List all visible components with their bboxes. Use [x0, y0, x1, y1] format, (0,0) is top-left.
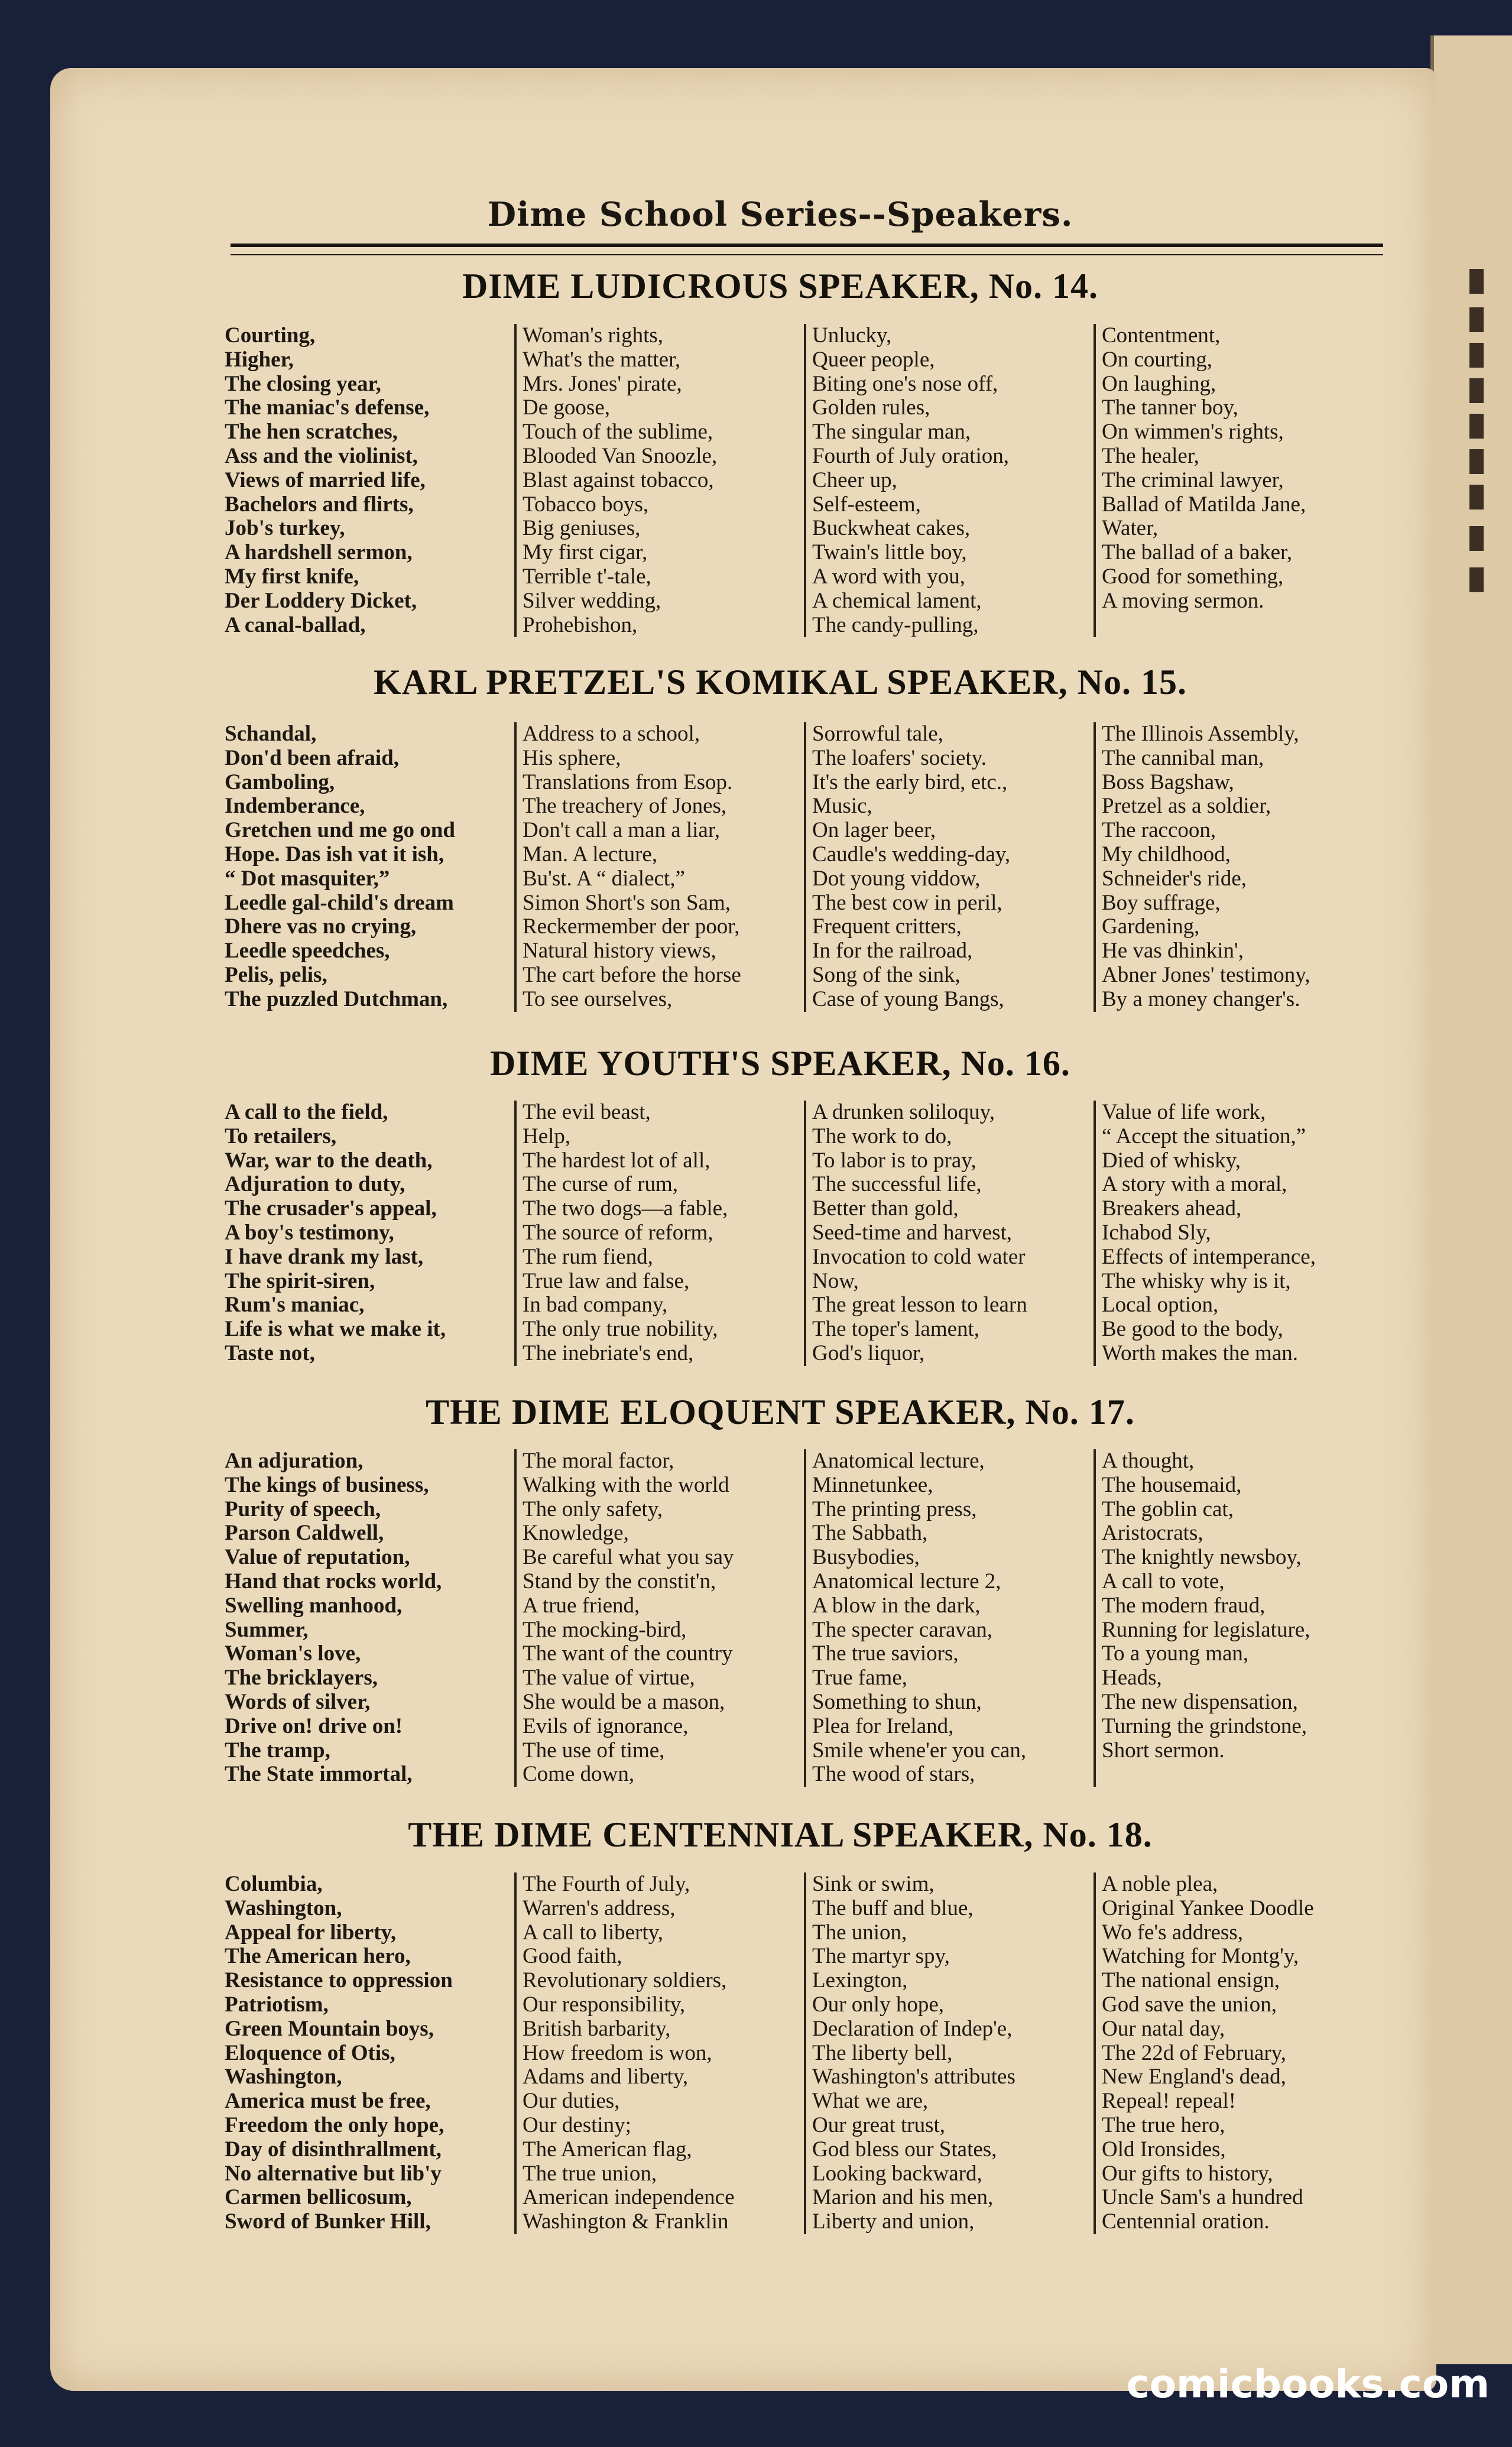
list-item: Day of disinthrallment, — [225, 2137, 442, 2162]
list-item: A boy's testimony, — [225, 1220, 394, 1245]
list-item: The Sabbath, — [812, 1521, 928, 1546]
list-item: Smile whene'er you can, — [812, 1738, 1027, 1763]
list-item: Columbia, — [225, 1872, 323, 1896]
list-item: The cart before the horse — [523, 962, 741, 987]
list-item: Mrs. Jones' pirate, — [523, 371, 682, 396]
list-item: Golden rules, — [812, 395, 930, 420]
list-item: New England's dead, — [1102, 2065, 1286, 2089]
list-item: Green Mountain boys, — [225, 2016, 434, 2041]
list-item: God save the union, — [1102, 1992, 1277, 2017]
list-item: Effects of intemperance, — [1102, 1244, 1316, 1269]
list-item: In for the railroad, — [812, 939, 973, 963]
list-item: Song of the sink, — [812, 962, 961, 987]
column-4 — [1094, 1872, 1383, 2234]
section-grid-17 — [225, 1449, 1383, 1787]
list-item: Swelling manhood, — [225, 1593, 403, 1618]
column-1 — [225, 1872, 514, 2234]
list-item: Words of silver, — [225, 1689, 371, 1714]
list-item: Woman's rights, — [523, 324, 664, 348]
list-item: The rum fiend, — [523, 1244, 653, 1269]
list-item: Good faith, — [523, 1944, 622, 1969]
list-item: Taste not, — [225, 1341, 315, 1365]
list-item: Dot young viddow, — [812, 866, 981, 891]
list-item: Natural history views, — [523, 939, 716, 963]
list-item: The knightly newsboy, — [1102, 1545, 1302, 1570]
list-item: Sword of Bunker Hill, — [225, 2209, 431, 2234]
list-item: Pretzel as a soldier, — [1102, 794, 1271, 819]
list-item: Our responsibility, — [523, 1992, 686, 2017]
list-item: Local option, — [1102, 1293, 1219, 1317]
list-item: The work to do, — [812, 1124, 952, 1148]
list-item: He vas dhinkin', — [1102, 939, 1244, 963]
list-item: Running for legislature, — [1102, 1617, 1310, 1642]
list-item: Freedom the only hope, — [225, 2112, 444, 2137]
list-item: Sorrowful tale, — [812, 722, 943, 746]
column-2 — [514, 1101, 804, 1366]
list-item: A moving sermon. — [1102, 588, 1264, 613]
list-item: Silver wedding, — [523, 588, 661, 613]
list-item: Ballad of Matilda Jane, — [1102, 492, 1306, 517]
list-item: Warren's address, — [523, 1896, 676, 1920]
list-item: Evils of ignorance, — [523, 1713, 689, 1738]
list-item: Higher, — [225, 347, 294, 372]
list-item: Breakers ahead, — [1102, 1196, 1242, 1221]
list-item: Help, — [523, 1124, 571, 1148]
list-item: “ Accept the situation,” — [1102, 1124, 1306, 1148]
list-item: The goblin cat, — [1102, 1497, 1234, 1521]
list-item: The puzzled Dutchman, — [225, 986, 448, 1011]
list-item: The ballad of a baker, — [1102, 540, 1293, 565]
list-item: The crusader's appeal, — [225, 1196, 437, 1221]
list-item: Repeal! repeal! — [1102, 2089, 1236, 2114]
list-item: The tramp, — [225, 1738, 330, 1763]
list-item: The American hero, — [225, 1944, 411, 1969]
section-grid-15 — [225, 722, 1383, 1012]
list-item: Value of reputation, — [225, 1545, 410, 1570]
list-item: The wood of stars, — [812, 1762, 975, 1787]
list-item: Twain's little boy, — [812, 540, 967, 565]
list-item: True fame, — [812, 1666, 907, 1690]
title-rule — [231, 244, 1383, 255]
list-item: Views of married life, — [225, 468, 426, 492]
list-item: The modern fraud, — [1102, 1593, 1266, 1618]
list-item: Anatomical lecture 2, — [812, 1569, 1001, 1594]
list-item: Turning the grindstone, — [1102, 1713, 1307, 1738]
list-item: A noble plea, — [1102, 1872, 1218, 1896]
list-item: The buff and blue, — [812, 1896, 974, 1920]
list-item: The two dogs—a fable, — [523, 1196, 728, 1221]
list-item: Knowledge, — [523, 1521, 629, 1546]
list-item: On lager beer, — [812, 818, 936, 843]
section-grid-16 — [225, 1101, 1383, 1366]
list-item: I have drank my last, — [225, 1244, 424, 1269]
list-item: Ass and the violinist, — [225, 443, 418, 468]
list-item: The new dispensation, — [1102, 1689, 1298, 1714]
list-item: The use of time, — [523, 1738, 665, 1763]
list-item: The criminal lawyer, — [1102, 468, 1284, 492]
list-item: Our gifts to history, — [1102, 2161, 1273, 2186]
list-item: Come down, — [523, 1762, 635, 1787]
column-2 — [514, 1449, 804, 1787]
column-1 — [225, 1101, 514, 1366]
list-item: The union, — [812, 1920, 907, 1945]
list-item: Pelis, pelis, — [225, 962, 327, 987]
list-item: The treachery of Jones, — [523, 794, 727, 819]
list-item: The hen scratches, — [225, 420, 398, 444]
list-item: The hardest lot of all, — [523, 1148, 710, 1173]
list-item: Sink or swim, — [812, 1872, 935, 1896]
list-item: Ichabod Sly, — [1102, 1220, 1211, 1245]
list-item: American independence — [523, 2185, 735, 2210]
list-item: What we are, — [812, 2089, 929, 2114]
list-item: Heads, — [1102, 1666, 1162, 1690]
list-item: Declaration of Indep'e, — [812, 2016, 1013, 2041]
list-item: The true hero, — [1102, 2112, 1225, 2137]
list-item: The singular man, — [812, 420, 971, 444]
list-item: The candy-pulling, — [812, 612, 979, 637]
list-item: Dhere vas no crying, — [225, 914, 417, 939]
list-item: A call to the field, — [225, 1101, 388, 1124]
list-item: Queer people, — [812, 347, 935, 372]
list-item: Gardening, — [1102, 914, 1200, 939]
list-item: The State immortal, — [225, 1762, 413, 1787]
list-item: Big geniuses, — [523, 516, 641, 541]
list-item: Don't call a man a liar, — [523, 818, 720, 843]
list-item: Biting one's nose off, — [812, 371, 998, 396]
list-item: War, war to the death, — [225, 1148, 433, 1173]
list-item: Be careful what you say — [523, 1545, 734, 1570]
list-item: In bad company, — [523, 1293, 668, 1317]
list-item: Caudle's wedding-day, — [812, 842, 1011, 866]
column-3 — [804, 722, 1094, 1012]
list-item: On courting, — [1102, 347, 1213, 372]
list-item: Walking with the world — [523, 1472, 729, 1497]
list-item: Wo fe's address, — [1102, 1920, 1243, 1945]
section-grid-18 — [225, 1872, 1383, 2234]
list-item: A word with you, — [812, 564, 965, 589]
list-item: The specter caravan, — [812, 1617, 993, 1642]
list-item: The American flag, — [523, 2137, 692, 2162]
list-item: Washington, — [225, 2065, 342, 2089]
section-title-15: KARL PRETZEL'S KOMIKAL SPEAKER, No. 15. — [374, 663, 1187, 702]
list-item: Resistance to oppression — [225, 1968, 453, 1993]
list-item: Eloquence of Otis, — [225, 2040, 395, 2065]
list-item: The evil beast, — [523, 1101, 651, 1124]
list-item: Music, — [812, 794, 872, 819]
list-item: Carmen bellicosum, — [225, 2185, 412, 2210]
list-item: Purity of speech, — [225, 1497, 381, 1521]
list-item: The great lesson to learn — [812, 1293, 1027, 1317]
section-title-17: THE DIME ELOQUENT SPEAKER, No. 17. — [426, 1393, 1135, 1432]
list-item: Translations from Esop. — [523, 770, 733, 794]
list-item: Liberty and union, — [812, 2209, 975, 2234]
list-item: Courting, — [225, 324, 316, 348]
list-item: Indemberance, — [225, 794, 365, 819]
list-item: It's the early bird, etc., — [812, 770, 1008, 794]
list-item: Self-esteem, — [812, 492, 921, 517]
list-item: The Fourth of July, — [523, 1872, 690, 1896]
list-item: Now, — [812, 1268, 859, 1293]
column-1 — [225, 1449, 514, 1787]
list-item: Something to shun, — [812, 1689, 982, 1714]
list-item: The source of reform, — [523, 1220, 713, 1245]
list-item: Simon Short's son Sam, — [523, 890, 731, 915]
list-item: Reckermember der poor, — [523, 914, 740, 939]
list-item: The kings of business, — [225, 1472, 429, 1497]
list-item: Life is what we make it, — [225, 1317, 446, 1342]
series-title: Dime School Series--Speakers. — [487, 195, 1073, 234]
list-item: Gretchen und me go ond — [225, 818, 455, 843]
list-item: Buckwheat cakes, — [812, 516, 971, 541]
list-item: My first knife, — [225, 564, 359, 589]
list-item: The raccoon, — [1102, 818, 1216, 843]
column-4 — [1094, 1101, 1383, 1366]
list-item: The bricklayers, — [225, 1666, 378, 1690]
list-item: The toper's lament, — [812, 1317, 980, 1342]
list-item: Anatomical lecture, — [812, 1449, 985, 1473]
list-item: Marion and his men, — [812, 2185, 994, 2210]
list-item: Parson Caldwell, — [225, 1521, 384, 1546]
list-item: The closing year, — [225, 371, 381, 396]
list-item: Der Loddery Dicket, — [225, 588, 417, 613]
list-item: Water, — [1102, 516, 1159, 541]
column-2 — [514, 722, 804, 1012]
list-item: The inebriate's end, — [523, 1341, 694, 1365]
list-item: The curse of rum, — [523, 1172, 679, 1197]
list-item: His sphere, — [523, 745, 621, 770]
list-item: Gamboling, — [225, 770, 335, 794]
list-item: Case of young Bangs, — [812, 986, 1004, 1011]
list-item: To labor is to pray, — [812, 1148, 976, 1173]
column-4 — [1094, 324, 1383, 637]
list-item: Our only hope, — [812, 1992, 944, 2017]
list-item: De goose, — [523, 395, 610, 420]
list-item: Hope. Das ish vat it ish, — [225, 842, 444, 866]
list-item: Boss Bagshaw, — [1102, 770, 1234, 794]
list-item: My first cigar, — [523, 540, 648, 565]
list-item: Looking backward, — [812, 2161, 982, 2186]
list-item: Worth makes the man. — [1102, 1341, 1298, 1365]
list-item: The successful life, — [812, 1172, 982, 1197]
list-item: The liberty bell, — [812, 2040, 953, 2065]
list-item: Job's turkey, — [225, 516, 345, 541]
list-item: God bless our States, — [812, 2137, 997, 2162]
list-item: The housemaid, — [1102, 1472, 1242, 1497]
list-item: Value of life work, — [1102, 1101, 1266, 1124]
list-item: The national ensign, — [1102, 1968, 1280, 1993]
list-item: The 22d of February, — [1102, 2040, 1287, 2065]
list-item: Centennial oration. — [1102, 2209, 1270, 2234]
list-item: Minnetunkee, — [812, 1472, 933, 1497]
list-item: The maniac's defense, — [225, 395, 430, 420]
list-item: Washington & Franklin — [523, 2209, 729, 2234]
list-item: Leedle speedches, — [225, 939, 390, 963]
list-item: The spirit-siren, — [225, 1268, 375, 1293]
list-item: A story with a moral, — [1102, 1172, 1287, 1197]
list-item: A hardshell sermon, — [225, 540, 413, 565]
list-item: Woman's love, — [225, 1641, 361, 1666]
list-item: Leedle gal-child's dream — [225, 890, 454, 915]
list-item: British barbarity, — [523, 2016, 671, 2041]
list-item: A canal-ballad, — [225, 612, 366, 637]
list-item: A blow in the dark, — [812, 1593, 981, 1618]
list-item: Frequent critters, — [812, 914, 962, 939]
list-item: Our great trust, — [812, 2112, 946, 2137]
list-item: The mocking-bird, — [523, 1617, 687, 1642]
list-item: Schandal, — [225, 722, 317, 746]
list-item: She would be a mason, — [523, 1689, 725, 1714]
list-item: The moral factor, — [523, 1449, 674, 1473]
list-item: Boy suffrage, — [1102, 890, 1221, 915]
list-item: America must be free, — [225, 2089, 431, 2114]
list-item: A call to liberty, — [523, 1920, 664, 1945]
list-item: Tobacco boys, — [523, 492, 649, 517]
list-item: Washington, — [225, 1896, 342, 1920]
list-item: Summer, — [225, 1617, 309, 1642]
watermark: comicbooks.com — [1126, 2361, 1490, 2407]
list-item: Seed-time and harvest, — [812, 1220, 1013, 1245]
list-item: On wimmen's rights, — [1102, 420, 1284, 444]
list-item: The tanner boy, — [1102, 395, 1238, 420]
list-item: Bachelors and flirts, — [225, 492, 414, 517]
list-item: Washington's attributes — [812, 2065, 1015, 2089]
list-item: Good for something, — [1102, 564, 1284, 589]
column-3 — [804, 324, 1094, 637]
list-item: Hand that rocks world, — [225, 1569, 442, 1594]
list-item: The loafers' society. — [812, 745, 987, 770]
list-item: A drunken soliloquy, — [812, 1101, 995, 1124]
list-item: Don'd been afraid, — [225, 745, 400, 770]
list-item: Adams and liberty, — [523, 2065, 689, 2089]
list-item: A thought, — [1102, 1449, 1195, 1473]
section-title-18: THE DIME CENTENNIAL SPEAKER, No. 18. — [408, 1815, 1153, 1854]
list-item: Contentment, — [1102, 324, 1221, 348]
list-item: Touch of the sublime, — [523, 420, 713, 444]
adjacent-page-edge — [1430, 35, 1512, 2364]
list-item: Appeal for liberty, — [225, 1920, 397, 1945]
list-item: Rum's maniac, — [225, 1293, 365, 1317]
list-item: Cheer up, — [812, 468, 897, 492]
list-item: The best cow in peril, — [812, 890, 1002, 915]
list-item: My childhood, — [1102, 842, 1231, 866]
list-item: The Illinois Assembly, — [1102, 722, 1299, 746]
list-item: A true friend, — [523, 1593, 640, 1618]
list-item: Short sermon. — [1102, 1738, 1225, 1763]
list-item: Blast against tobacco, — [523, 468, 714, 492]
list-item: The true union, — [523, 2161, 657, 2186]
column-1 — [225, 722, 514, 1012]
list-item: Drive on! drive on! — [225, 1713, 403, 1738]
list-item: Be good to the body, — [1102, 1317, 1283, 1342]
list-item: Our destiny; — [523, 2112, 631, 2137]
list-item: Aristocrats, — [1102, 1521, 1203, 1546]
list-item: Busybodies, — [812, 1545, 920, 1570]
list-item: Invocation to cold water — [812, 1244, 1026, 1269]
list-item: Terrible t'-tale, — [523, 564, 651, 589]
list-item: Our duties, — [523, 2089, 620, 2114]
list-item: No alternative but lib'y — [225, 2161, 442, 2186]
list-item: Original Yankee Doodle — [1102, 1896, 1314, 1920]
list-item: By a money changer's. — [1102, 986, 1300, 1011]
list-item: Unlucky, — [812, 324, 892, 348]
list-item: Watching for Montg'y, — [1102, 1944, 1299, 1969]
list-item: Prohebishon, — [523, 612, 638, 637]
list-item: The only safety, — [523, 1497, 663, 1521]
column-1 — [225, 324, 514, 637]
list-item: Stand by the constit'n, — [523, 1569, 716, 1594]
list-item: Schneider's ride, — [1102, 866, 1247, 891]
list-item: Our natal day, — [1102, 2016, 1225, 2041]
section-grid-14 — [225, 324, 1383, 637]
list-item: Adjuration to duty, — [225, 1172, 405, 1197]
list-item: To retailers, — [225, 1124, 337, 1148]
list-item: Better than gold, — [812, 1196, 959, 1221]
list-item: Revolutionary soldiers, — [523, 1968, 727, 1993]
list-item: Uncle Sam's a hundred — [1102, 2185, 1303, 2210]
list-item: Patriotism, — [225, 1992, 329, 2017]
list-item: “ Dot masquiter,” — [225, 866, 390, 891]
list-item: Died of whisky, — [1102, 1148, 1241, 1173]
list-item: Fourth of July oration, — [812, 443, 1009, 468]
list-item: The whisky why is it, — [1102, 1268, 1291, 1293]
list-item: The healer, — [1102, 443, 1199, 468]
column-3 — [804, 1449, 1094, 1787]
list-item: On laughing, — [1102, 371, 1216, 396]
list-item: An adjuration, — [225, 1449, 364, 1473]
list-item: The value of virtue, — [523, 1666, 695, 1690]
list-item: God's liquor, — [812, 1341, 925, 1365]
list-item: The cannibal man, — [1102, 745, 1264, 770]
column-4 — [1094, 722, 1383, 1012]
list-item: The printing press, — [812, 1497, 977, 1521]
list-item: Man. A lecture, — [523, 842, 658, 866]
column-2 — [514, 324, 804, 637]
list-item: How freedom is won, — [523, 2040, 712, 2065]
list-item: What's the matter, — [523, 347, 681, 372]
list-item: Address to a school, — [523, 722, 700, 746]
list-item: Blooded Van Snoozle, — [523, 443, 718, 468]
list-item: Plea for Ireland, — [812, 1713, 954, 1738]
list-item: The true saviors, — [812, 1641, 959, 1666]
list-item: The want of the country — [523, 1641, 733, 1666]
list-item: The only true nobility, — [523, 1317, 718, 1342]
column-3 — [804, 1101, 1094, 1366]
list-item: True law and false, — [523, 1268, 690, 1293]
list-item: Lexington, — [812, 1968, 908, 1993]
column-2 — [514, 1872, 804, 2234]
list-item: A call to vote, — [1102, 1569, 1225, 1594]
list-item: To a young man, — [1102, 1641, 1249, 1666]
list-item: To see ourselves, — [523, 986, 673, 1011]
column-3 — [804, 1872, 1094, 2234]
list-item: A chemical lament, — [812, 588, 982, 613]
column-4 — [1094, 1449, 1383, 1787]
list-item: Abner Jones' testimony, — [1102, 962, 1310, 987]
list-item: Bu'st. A “ dialect,” — [523, 866, 685, 891]
section-title-14: DIME LUDICROUS SPEAKER, No. 14. — [462, 267, 1099, 306]
section-title-16: DIME YOUTH'S SPEAKER, No. 16. — [490, 1044, 1070, 1083]
list-item: Old Ironsides, — [1102, 2137, 1226, 2162]
list-item: The martyr spy, — [812, 1944, 950, 1969]
